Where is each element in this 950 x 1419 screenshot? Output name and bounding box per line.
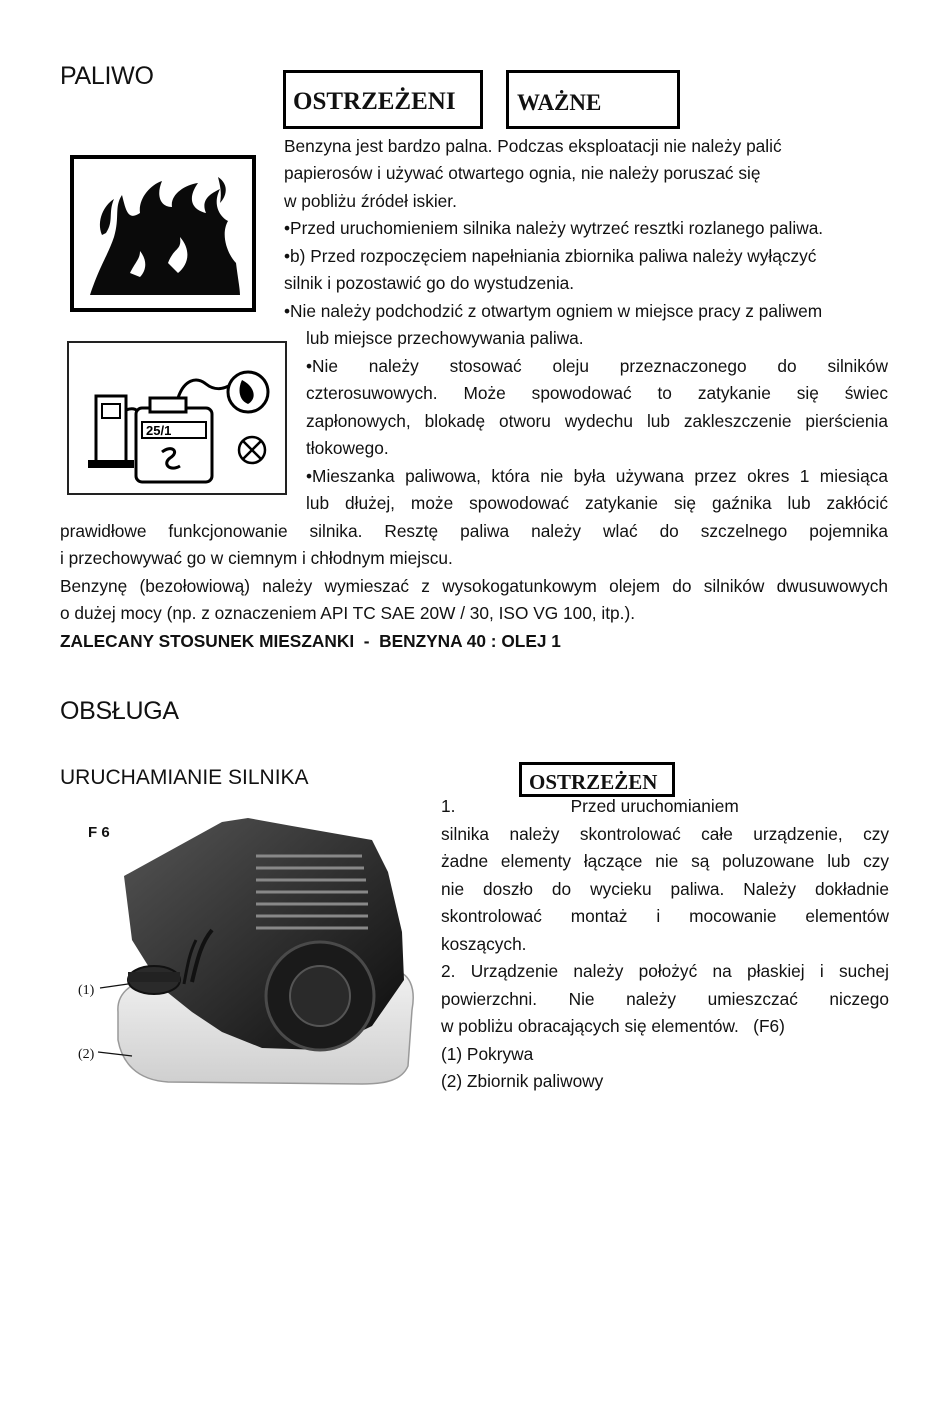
fuel-mixing-text: Benzynę (bezołowiową) należy wymieszać z wysokogatunkowym olejem do silników dwusuwowych <box>60 576 888 596</box>
fuel-text-line-12: tłokowego. <box>306 438 389 458</box>
callout-2: (2) <box>78 1047 95 1062</box>
step-1-line-6: koszących. <box>441 934 527 954</box>
starting-engine-subtitle: URUCHAMIANIE SILNIKA <box>60 766 309 789</box>
figure-label: F 6 <box>88 824 110 841</box>
fuel-text-line-6: silnik i pozostawić go do wystudzenia. <box>284 273 575 293</box>
fuel-text-line-18: o dużej mocy (np. z oznaczeniem API TC SAE 20W / 30, ISO VG 100, itp.). <box>60 603 636 623</box>
step-1-line-2: silnika należy skontrolować całe urządzenie, czy <box>441 824 889 844</box>
fuel-text-line-15: prawidłowe funkcjonowanie silnika. Resztę paliwa należy wlać do szczelnego pojemnika <box>60 521 888 541</box>
callout-1: (1) <box>78 983 95 998</box>
step-2-line-3: w pobliżu obracających się elementów. (F6) <box>441 1016 785 1036</box>
fuel-text-line-14: lub dłużej, może spowodować zatykanie się gaźnika lub zakłócić <box>306 493 888 513</box>
step-1-line-3: żadne elementy łączące nie są poluzowane lub czy <box>441 851 889 871</box>
legend-fuel-tank: (2) Zbiornik paliwowy <box>441 1071 604 1091</box>
important-box <box>506 70 680 129</box>
fire-icon <box>70 155 256 312</box>
step-1-line-5: skontrolować montaż i mocowanie elementów <box>441 906 889 926</box>
fuel-text-line-1: Benzyna jest bardzo palna. Podczas eksploatacji nie należy palić <box>284 136 782 156</box>
fuel-text-line-8: lub miejsce przechowywania paliwa. <box>306 328 584 348</box>
fuel-text-line-16: i przechowywać go w ciemnym i chłodnym miejscu. <box>60 548 453 568</box>
fuel-bullet-mixture: •Mieszanka paliwowa, która nie była używana przez okres 1 miesiąca <box>306 466 888 486</box>
fuel-bullet-engine-off: •b) Przed rozpoczęciem napełniania zbiornika paliwa należy wyłączyć <box>284 246 817 266</box>
important-label: WAŻNE <box>517 90 602 115</box>
fuel-bullet-open-fire: •Nie należy podchodzić z otwartym ogniem w miejsce pracy z paliwem <box>284 301 823 321</box>
fuel-text-line-2: papierosów i używać otwartego ognia, nie należy poruszać się <box>284 163 761 183</box>
fuel-canister-icon <box>66 340 288 496</box>
operation-section-title: OBSŁUGA <box>60 697 179 725</box>
canister-label: 25/1 <box>146 423 172 438</box>
fuel-bullet-oil: •Nie należy stosować oleju przeznaczonego do silników <box>306 356 888 376</box>
flame-pictogram <box>70 155 256 312</box>
fuel-bullet-wipe: •Przed uruchomieniem silnika należy wytrzeć resztki rozlanego paliwa. <box>284 218 824 238</box>
warning-label: OSTRZEŻENI <box>293 88 456 115</box>
step-2-line-1: 2. Urządzenie należy położyć na płaskiej i suchej <box>441 961 889 981</box>
step-2-line-2: powierzchni. Nie należy umieszczać niczego <box>441 989 889 1009</box>
legend-cover: (1) Pokrywa <box>441 1044 534 1064</box>
operation-warning-box <box>519 762 675 797</box>
engine-figure <box>72 812 418 1086</box>
fuel-pictogram <box>66 340 288 496</box>
engine-illustration <box>72 812 418 1086</box>
fuel-text-line-3: w pobliżu źródeł iskier. <box>284 191 457 211</box>
fuel-section-title: PALIWO <box>60 62 154 90</box>
step-1-line-1: 1. Przed uruchomianiem <box>441 796 739 816</box>
fuel-text-line-11: zapłonowych, blokadę otworu wydechu lub zakleszczenie pierścienia <box>306 411 888 431</box>
warning-box <box>283 70 483 129</box>
fuel-text-line-10: czterosuwowych. Może spowodować to zatykanie się świec <box>306 383 888 403</box>
mix-ratio-heading: ZALECANY STOSUNEK MIESZANKI - BENZYNA 40 : OLEJ 1 <box>60 631 561 651</box>
step-1-line-4: nie doszło do wycieku paliwa. Należy dokładnie <box>441 879 889 899</box>
operation-warning-label: OSTRZEŻEN <box>529 770 658 794</box>
